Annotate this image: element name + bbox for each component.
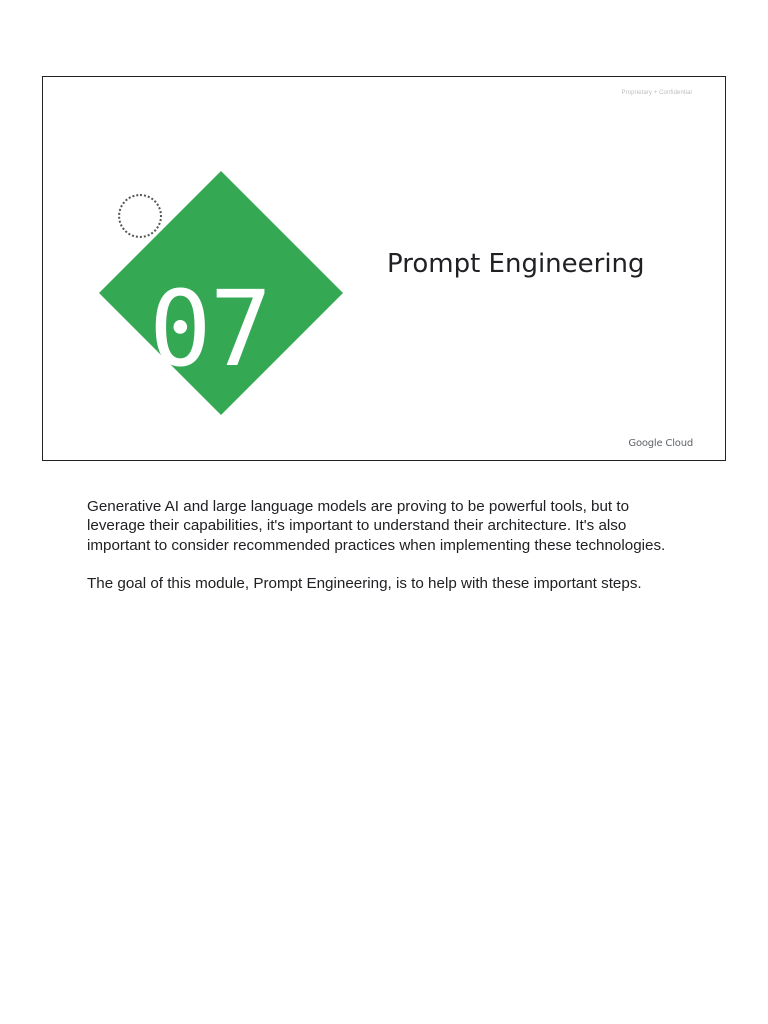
dotted-circle-decoration [118,194,162,238]
notes-paragraph: The goal of this module, Prompt Engineering, is to help with these important steps. [87,574,642,592]
slide-title: Prompt Engineering [387,249,645,279]
google-cloud-logo-text: Google Cloud [628,438,693,449]
speaker-notes [87,497,687,612]
module-number: 07 [149,268,271,390]
confidential-label: Proprietary + Confidential [621,90,692,96]
slide-frame [42,76,726,461]
notes-paragraph: Generative AI and large language models are proving to be powerful tools, but to leverage their capabilities, it's important to understand their architecture. It's also important to consider recommended practices when implementing these technologies. [87,498,666,554]
